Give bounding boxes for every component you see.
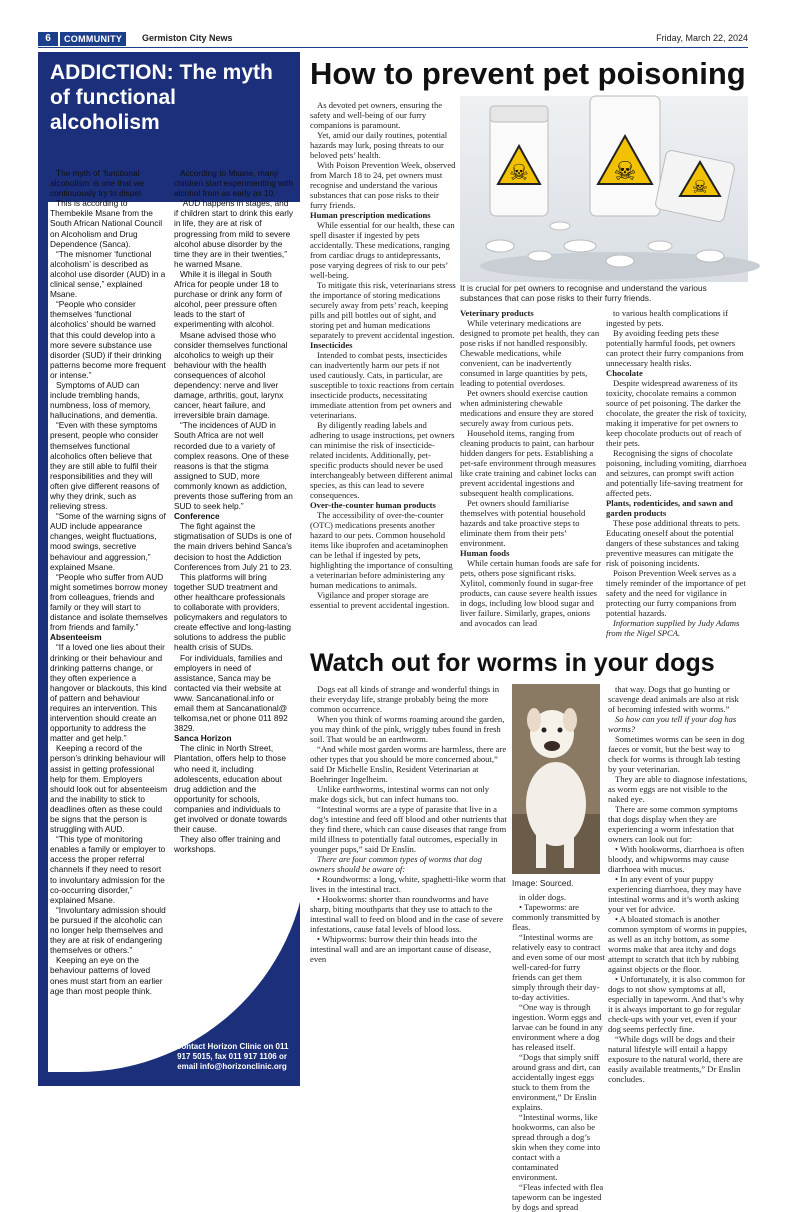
svg-text:☠: ☠ <box>691 177 709 197</box>
subhead-otc: Over-the-counter human products <box>310 500 436 510</box>
paragraph: “While dogs will be dogs and their natural lifestyle will entail a happy exposure to the natural world, there are easily available treatments,” Dr Enslin concludes. <box>608 1034 743 1084</box>
paragraph: “And while most garden worms are harmless, there are other types that you should be more concerned about,” said Dr Michelle Enslin, Resident Veterinarian at Boehringer Ingelheim. <box>310 744 507 784</box>
subhead-chocolate: Chocolate <box>606 368 643 378</box>
pets-column-2 <box>460 308 602 640</box>
section-label: COMMUNITY <box>60 32 126 46</box>
paragraph: • A bloated stomach is another common symptom of worms in puppies, as well as an itchy bottom, as some worms make that area itchy and dogs attempt to scratch that itch by rubbing against objects or the floor. <box>608 914 747 974</box>
subhead-human-meds: Human prescription medications <box>310 210 431 220</box>
worms-types-intro: There are four common types of worms that dog owners should be aware of: <box>310 854 483 874</box>
paragraph: There are some common symptoms that dogs display when they are experiencing a worm infestation that owners can look out for: <box>608 804 738 844</box>
paragraph: Household items, ranging from cleaning products to paint, can harbour hidden dangers for pets. Establishing a pet-safe environment through measures like crate training and cabinet locks can prevent accidental ingestions and subsequent health complications. <box>460 428 597 498</box>
paragraph: The clinic in North Street, Plantation, offers help to those who need it, including adolescents, education about drug addiction and the opportunity for schools, companies and individuals to get involved or donate towards their cause. <box>174 743 288 835</box>
subhead-conference: Conference <box>174 511 220 522</box>
paragraph: Poison Prevention Week serves as a timely reminder of the importance of pet safety and the need for vigilance in protecting our furry companions from potential hazards. <box>606 568 746 618</box>
header-rule <box>38 47 748 48</box>
pets-col1-body-d <box>310 510 456 610</box>
paragraph: in older dogs. <box>519 892 567 902</box>
worms-column-1 <box>310 684 508 1086</box>
paragraph: The fight against the stigmatisation of SUDs is one of the main drivers behind Sanca’s decision to host the Addiction Conferences from July 21 to 23. <box>174 521 292 572</box>
sidebar-col2-body <box>174 168 294 511</box>
paragraph: “Intestinal worms are a type of parasite that live in a dog’s intestine and feed off blood and other nutrients that they find there, which can cause diseases that range from mild illness to potentially fatal outcomes, especially in younger pups,” said Dr Enslin. <box>310 804 507 854</box>
subhead-absenteeism: Absenteeism <box>50 632 102 643</box>
paragraph: For individuals, families and employers in need of assistance, Sanca may be contacted via their website at www. Sancanational.info or email them at Sancanational@ telkomsa,net or phone 011 892 3829. <box>174 652 288 734</box>
sidebar-col1-body-b <box>50 642 168 995</box>
paragraph: While certain human foods are safe for pets, others pose significant risks. Xylitol, commonly found in sugar-free products, can cause severe health issues in dogs, including low blood sugar and liver failure. Similarly, grapes, onions and avocados can lead <box>460 558 602 628</box>
paragraph: Symptoms of AUD can include trembling hands, numbness, loss of memory, hallucinations, and dementia. <box>50 379 158 421</box>
paragraph: Keeping an eye on the behaviour patterns of loved ones must start from an earlier age than most people think. <box>50 955 163 996</box>
dog-caption: Image: Sourced. <box>512 878 574 888</box>
paragraph: By avoiding feeding pets these potentially harmful foods, pet owners can protect their furry companions from unnecessary health risks. <box>606 328 744 368</box>
subhead-sanca-horizon: Sanca Horizon <box>174 733 232 744</box>
paragraph: According to Msane, many children start experimenting with alcohol from as early as 10. <box>174 168 293 199</box>
paragraph: “This type of monitoring enables a family or employer to access the proper referral channels if they need to resort to involuntary admission for the co-occurring disorder,” explained Msane. <box>50 834 166 905</box>
worms-column-3 <box>608 684 748 1086</box>
paragraph: Msane advised those who consider themselves functional alcoholics to weigh up their behaviour with the health consequences of alcohol dependency: nerve and liver damage, arthritis, gout, larynx cancer, heart failure, and irreversible brain damage. <box>174 329 288 421</box>
paragraph: When you think of worms roaming around the garden, you may think of the pink, wriggly tubes found in fresh soil. That would be an earthworm. <box>310 714 505 744</box>
paragraph: “Some of the warning signs of AUD include appearance changes, weight fluctuations, mood swings, secretive behaviour and aggression,” explained Msane. <box>50 511 166 572</box>
paragraph: While veterinary medications are designed to promote pet health, they can pose risks if not handled responsibly. Chewable medications, while convenient, can be inadvertently consumed in large quantities by pets, leading to potential overdoses. <box>460 318 600 388</box>
paragraph: “People who suffer from AUD might sometimes borrow money from colleagues, friends and family or they will start to distance and isolate themselves from friends and family.” <box>50 571 168 633</box>
dog-photo <box>512 684 600 874</box>
paragraph: “Intestinal worms are relatively easy to contract and even some of our most well-cared-for furry friends can get them simply through their day-to-day activities. <box>512 932 605 1002</box>
subhead-insecticides: Insecticides <box>310 340 353 350</box>
pets-col2-body-b <box>460 558 602 628</box>
sidebar-column-2 <box>174 168 294 854</box>
paragraph: • Roundworms: a long, white, spaghetti-like worm that lives in the intestinal tract. <box>310 874 506 894</box>
paragraph: As devoted pet owners, ensuring the safety and well-being of our furry companions is paramount. <box>310 100 443 130</box>
pets-col3-body-c <box>606 518 748 618</box>
addiction-sidebar <box>38 52 300 1086</box>
paragraph: Despite widespread awareness of its toxicity, chocolate remains a common source of pet poisoning. The darker the chocolate, the greater the risk of toxicity, making it imperative for pet owners to keep chocolate products out of reach of their pets. <box>606 378 747 448</box>
paragraph: “The incidences of AUD in South Africa are not well recorded due to a variety of complex reasons. One of these reasons is that the stigma assigned to SUD, more commonly known as addiction, prevents those suffering from an SUD to seek help.” <box>174 420 293 512</box>
paragraph: The myth of ‘functional alcoholism’ is one that we continuously try to dispel. <box>50 168 145 199</box>
pets-col1-body-b <box>310 220 456 340</box>
paragraph: They are able to diagnose infestations, as worm eggs are not visible to the naked eye. <box>608 774 748 804</box>
paragraph: “Dogs that simply sniff around grass and dirt, can accidentally ingest eggs stuck to them from the environment,” Dr Enslin explains. <box>512 1052 601 1112</box>
paragraph: By diligently reading labels and adhering to usage instructions, pet owners can minimise the risk of insecticide-related incidents. Additionally, pet-specific products should never be used interchangeably between different animal species, as this can lead to severe consequences. <box>310 420 455 500</box>
paragraph: While it is illegal in South Africa for people under 18 to purchase or drink any form of alcohol, peer pressure often leads to the start of experimenting with alcohol. <box>174 268 282 330</box>
paragraph: Unlike earthworms, intestinal worms can not only make dogs sick, but can infect humans too. <box>310 784 490 804</box>
paragraph: Dogs eat all kinds of strange and wonderful things in their everyday life, strange probably being the more common occurrence. <box>310 684 500 714</box>
sidebar-headline: ADDICTION: The myth of functional alcoholism <box>50 61 273 134</box>
pets-credit: Information supplied by Judy Adams from the Nigel SPCA. <box>606 618 740 638</box>
paragraph: • Unfortunately, it is also common for dogs to not show symptoms at all, especially in tapeworm. And that’s why it is always important to go for regular check-ups with your vet, even if your dog seems perfectly fine. <box>608 974 746 1034</box>
pets-col2-body <box>460 318 602 548</box>
paragraph: to various health complications if ingested by pets. <box>606 308 729 328</box>
page-header <box>38 32 748 46</box>
paragraph: The accessibility of over-the-counter (OTC) medications presents another hazard to our pets. Common household items like ibuprofen and acetaminophen can be lethal if ingested by pets, highlighting the importance of consulting a veterinarian before administering any human medications to animals. <box>310 510 453 590</box>
paragraph: “If a loved one lies about their drinking or their behaviour and drinking patterns change, or they often experience a hangover or blackouts, this kind of pattern and behaviour requires an intervention. This intervention should create an opportunity to address the matter and get help.” <box>50 642 167 744</box>
worms-col3-body <box>608 684 748 714</box>
sidebar-column-1 <box>50 168 168 996</box>
pets-col3-body <box>606 308 748 368</box>
paragraph: Keeping a record of the person’s drinking behaviour will assist in getting professional help for them. Employers should look out for absenteeism and the inability to stick to deadlines often as these could be signs that the person is struggling with AUD. <box>50 743 168 835</box>
pets-caption: It is crucial for pet owners to recognise and understand the various substances that can pose risks to their furry friends. <box>460 283 707 303</box>
sidebar-col2-body-b <box>174 521 294 733</box>
pets-col3-body-b <box>606 378 748 498</box>
paragraph: that way. Dogs that go hunting or scavenge dead animals are also at risk of becoming infested with worms.” <box>608 684 739 714</box>
paragraph: • Tapeworms: are commonly transmitted by fleas. <box>512 902 601 932</box>
pets-col1-body <box>310 100 456 210</box>
worms-col2-body <box>512 892 606 1212</box>
paragraph: “Even with these symptoms present, people who consider themselves functional alcoholics often believe that they are still able to fulfil their responsibilities and they will often give different reasons of why they drink, such as relieving stress. <box>50 420 160 512</box>
paragraph: “Intestinal worms, like hookworms, can also be spread through a dog’s skin when they come into contact with a contaminated environment. <box>512 1112 601 1182</box>
worms-headline: Watch out for worms in your dogs <box>310 649 715 677</box>
paragraph: This platforms will bring together SUD treatment and other healthcare professionals to collaborate with providers, policymakers and regulators to create effective and long-lasting solutions to address the public health crisis of SUDs. <box>174 571 291 653</box>
paragraph: Vigilance and proper storage are essential to prevent accidental ingestion. <box>310 590 450 610</box>
worms-symptoms-intro: So how can you tell if your dog has worms? <box>608 714 737 734</box>
dog-illustration <box>512 684 600 874</box>
pills-illustration <box>460 96 748 282</box>
sidebar-col2-body-c <box>174 743 294 854</box>
paragraph: “One way is through ingestion. Worm eggs and larvae can be found in any environment where a dog has released itself. <box>512 1002 603 1052</box>
paragraph: While essential for our health, these can spell disaster if ingested by pets accidentally. These medications, ranging from cardiac drugs to antidepressants, pose varying degrees of risk to our pets’ well-being. <box>310 220 455 280</box>
paper-name: Germiston City News <box>142 33 233 43</box>
pets-column-1 <box>310 100 456 640</box>
paragraph: “The misnomer ‘functional alcoholism’ is described as alcohol use disorder (AUD) in a clinical sense,” explained Msane. <box>50 248 166 300</box>
page-number: 6 <box>38 32 58 46</box>
contact-box: Contact Horizon Clinic on 011 917 5015, fax 011 917 1106 or email info@horizonclinic.org <box>175 1042 289 1071</box>
worms-column-2 <box>512 878 606 1212</box>
paragraph: They also offer training and workshops. <box>174 834 281 855</box>
paragraph: “Involuntary admission should be pursued if the alcoholic can no longer help themselves and they are at risk of endangering themselves or others.” <box>50 904 166 956</box>
subhead-vet-products: Veterinary products <box>460 308 534 318</box>
paragraph: “AUD happens in stages, and if children start to drink this early in life, they are at risk of progressing from mild to severe alcohol abuse disorder by the time they are in their twenties,” he warned Msane. <box>174 198 293 269</box>
paragraph: “People who consider themselves ‘functional alcoholics’ should be warned that this could develop into a more severe substance use disorder (SUD) if their drinking patterns become more frequent or intense.” <box>50 299 166 380</box>
paragraph: These pose additional threats to pets. Educating oneself about the potential dangers of these substances and taking preventive measures can mitigate the risk of poisoning incidents. <box>606 518 740 568</box>
pets-column-3 <box>606 308 748 640</box>
pets-col1-body-c <box>310 350 456 500</box>
paragraph: To mitigate this risk, veterinarians stress the importance of storing medications securely away from pets’ reach, keeping pills and pill bottles out of sight, and storing pet and human medications separately to prevent accidental ingestion. <box>310 280 456 340</box>
paragraph: Yet, amid our daily routines, potential hazards may lurk, posing threats to our beloved pets’ health. <box>310 130 448 160</box>
paragraph: Pet owners should familiarise themselves with potential household hazards and take proactive steps to eliminate them from their pets’ environment. <box>460 498 586 548</box>
paragraph: Sometimes worms can be seen in dog faeces or vomit, but the best way to check for worms is through lab testing by your veterinarian. <box>608 734 745 774</box>
subhead-plants: Plants, rodenticides, and sawn and garden products <box>606 498 733 518</box>
paragraph: • Hookworms: shorter than roundworms and have sharp, biting mouthparts that they use to attach to the intestinal wall to feed on blood and in the case of severe infestations, cause fatal levels of blood loss. <box>310 894 504 934</box>
pets-headline: How to prevent pet poisoning <box>310 56 746 91</box>
paragraph: • With hookworms, diarrhoea is often bloody, and whipworms may cause diarrhoea with mucus. <box>608 844 744 874</box>
sidebar-col1-body <box>50 168 168 632</box>
paragraph: Intended to combat pests, insecticides can inadvertently harm our pets if not used cautiously. Cats, in particular, are susceptible to toxic reactions from certain insecticide products, necessitating immediate attention from pet owners and veterinarians. <box>310 350 454 420</box>
paragraph: Pet owners should exercise caution when administering chewable medications and ensure they are stored securely away from curious pets. <box>460 388 594 428</box>
paragraph: • In any event of your puppy experiencing diarrhoea, they may have intestinal worms and it’s worth asking your vet for advice. <box>608 874 742 914</box>
worms-col1-body <box>310 684 508 854</box>
subhead-human-foods: Human foods <box>460 548 510 558</box>
worms-col1-body-b <box>310 874 508 964</box>
issue-date: Friday, March 22, 2024 <box>656 33 748 43</box>
paragraph: • Whipworms: burrow their thin heads into the intestinal wall and are an important cause of disease, even <box>310 934 492 964</box>
pills-photo <box>460 96 748 282</box>
worms-col3-body-b <box>608 734 748 1084</box>
paragraph: This is according to Thembekile Msane from the South African National Council on Alcoholism and Drug Dependence (Sanca). <box>50 198 163 249</box>
paragraph: With Poison Prevention Week, observed from March 18 to 24, pet owners must recognise and understand the various substances that can pose risks to their furry friends. <box>310 160 456 210</box>
paragraph: “Fleas infected with flea tapeworm can be ingested by dogs and spread <box>512 1182 604 1212</box>
svg-text:☠: ☠ <box>509 160 529 185</box>
paragraph: Recognising the signs of chocolate poisoning, including vomiting, diarrhoea and seizures, can prompt swift action and potentially life-saving treatment for affected pets. <box>606 448 747 498</box>
svg-text:☠: ☠ <box>613 157 637 186</box>
